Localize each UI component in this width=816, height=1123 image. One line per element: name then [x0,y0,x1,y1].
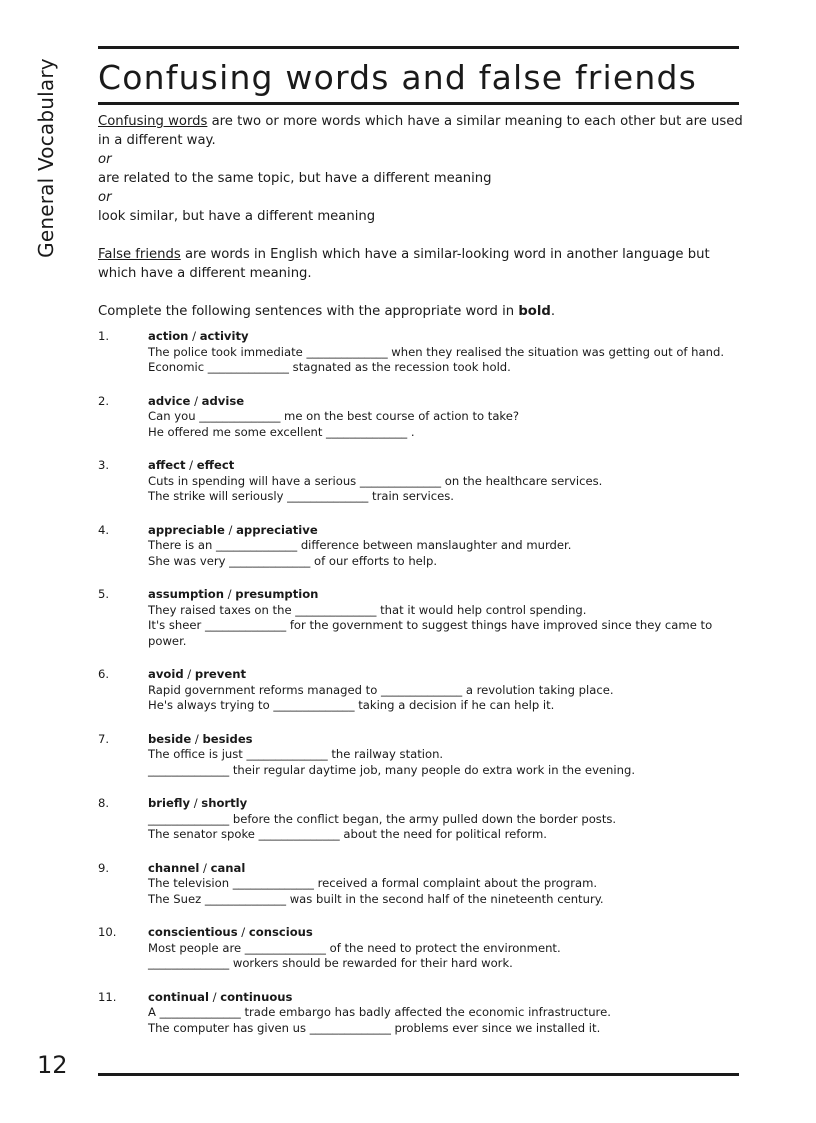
exercise-sentence: Cuts in spending will have a serious ______________ on the healthcare services. [148,473,603,488]
exercise-item [98,732,743,779]
look-similar-text: look similar, but have a different meaning [98,209,376,224]
section-side-label [28,48,64,268]
exercise-number: 1. [98,329,110,343]
false-friends-term: False friends [98,247,181,262]
exercise-item [98,990,743,1037]
word-pair: continual / continuous [148,989,293,1004]
page-title: Confusing words and false friends [98,58,698,97]
confusing-words-definition [98,112,743,150]
exercise-item [98,925,743,972]
exercise-sentence: She was very ______________ of our efforts to help. [148,553,438,568]
exercise-sentence: There is an ______________ difference between manslaughter and murder. [148,538,572,552]
exercise-item [98,394,743,441]
word-pair: action / activity [148,329,249,343]
word-pair: advice / advise [148,393,245,408]
exercise-item [98,796,743,843]
word-pair: beside / besides [148,731,253,746]
exercise-sentence: Rapid government reforms managed to ______________ a revolution taking place. [148,682,614,697]
word-pair: conscientious / conscious [148,925,313,939]
exercise-item [98,523,743,570]
exercise-number: 2. [98,393,110,408]
intro-section [98,112,743,321]
instruction-bold: bold [518,304,551,319]
section-label-text: General Vocabulary [34,58,58,258]
page-number: 12 [37,1051,68,1079]
exercise-sentence: The strike will seriously ______________ train services. [148,489,454,503]
word-pair: briefly / shortly [148,796,248,810]
top-rule [98,46,739,49]
exercise-sentence: The computer has given us ______________ problems ever since we installed it. [148,1020,601,1035]
exercise-sentence: The police took immediate ______________ when they realised the situation was getting out of hand. [148,344,725,359]
exercise-sentence: ______________ before the conflict began, the army pulled down the border posts. [148,811,617,826]
instruction-suffix: . [550,304,556,319]
exercise-number: 10. [98,925,117,939]
title-rule [98,102,739,105]
exercise-item [98,587,743,649]
exercise-sentence: They raised taxes on the ______________ that it would help control spending. [148,602,587,617]
or-text-2: or [98,190,112,205]
exercise-number: 7. [98,731,110,746]
exercise-sentence: A ______________ trade embargo has badly affected the economic infrastructure. [148,1005,611,1019]
bottom-rule [98,1073,739,1076]
exercise-number: 8. [98,796,110,810]
exercise-sentence: Most people are ______________ of the need to protect the environment. [148,940,561,955]
exercise-item [98,458,743,505]
exercise-sentence: The senator spoke ______________ about the need for political reform. [148,827,547,841]
false-friends-text: are words in English which have a similar-looking word in another language but which have a different meaning. [98,247,710,281]
exercise-number: 11. [98,989,117,1004]
confusing-words-term: Confusing words [98,114,208,129]
exercise-sentence: The television ______________ received a formal complaint about the program. [148,876,598,890]
exercise-item [98,667,743,714]
instruction [98,302,743,321]
exercise-sentence: Can you ______________ me on the best course of action to take? [148,409,520,423]
exercise-number: 9. [98,860,110,875]
word-pair: appreciable / appreciative [148,522,318,537]
exercise-sentence: The office is just ______________ the railway station. [148,747,444,761]
exercise-number: 6. [98,667,110,681]
exercise-list [98,329,743,1054]
false-friends-definition [98,245,743,283]
exercise-sentence: He offered me some excellent ______________ . [148,424,415,439]
related-text: are related to the same topic, but have a different meaning [98,171,492,186]
exercise-number: 3. [98,458,110,472]
exercise-item [98,861,743,908]
exercise-sentence: He's always trying to ______________ taking a decision if he can help it. [148,698,555,712]
word-pair: channel / canal [148,860,246,875]
exercise-item [98,329,743,376]
word-pair: avoid / prevent [148,667,247,681]
exercise-sentence: The Suez ______________ was built in the second half of the nineteenth century. [148,891,604,906]
confusing-words-text: are two or more words which have a similar meaning to each other but are used in a different way. [98,114,743,148]
or-text-1: or [98,152,112,167]
instruction-prefix: Complete the following sentences with the appropriate word in [98,304,519,319]
exercise-sentence: ______________ workers should be rewarded for their hard work. [148,956,513,970]
exercise-sentence: Economic ______________ stagnated as the recession took hold. [148,360,511,374]
exercise-number: 4. [98,522,110,537]
word-pair: affect / effect [148,458,235,472]
word-pair: assumption / presumption [148,587,319,601]
exercise-sentence: It's sheer ______________ for the government to suggest things have improved since they came to power. [148,618,713,648]
exercise-number: 5. [98,587,110,601]
exercise-sentence: ______________ their regular daytime job, many people do extra work in the evening. [148,762,636,777]
